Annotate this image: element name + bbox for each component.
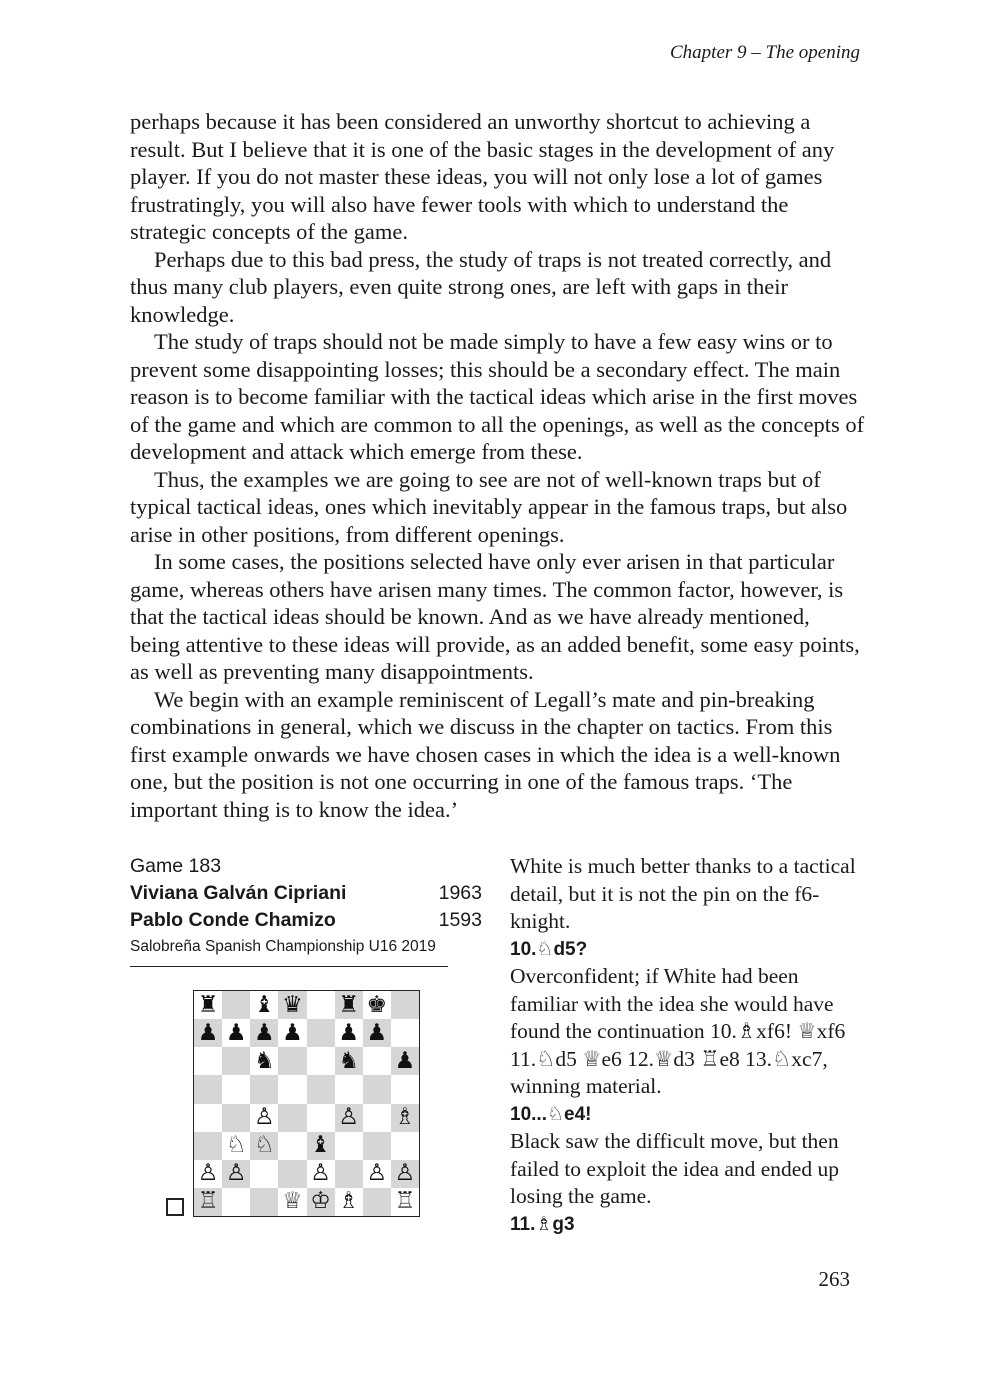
square-e2 (307, 1160, 335, 1188)
square-b1 (222, 1188, 250, 1216)
chess-piece-icon: ♜ (338, 991, 359, 1018)
square-b4 (222, 1104, 250, 1132)
square-d5 (278, 1075, 306, 1103)
paragraph: Perhaps due to this bad press, the study of traps is not treated correctly, and thus many club players, even quite strong ones, are left with gaps in their knowledge. (130, 246, 832, 327)
square-a3 (194, 1132, 222, 1160)
square-f6 (335, 1047, 363, 1075)
square-a8 (194, 991, 222, 1019)
square-a5 (194, 1075, 222, 1103)
square-c2 (250, 1160, 278, 1188)
square-c6 (250, 1047, 278, 1075)
square-h8 (391, 991, 419, 1019)
chess-piece-icon: ♟ (366, 1019, 388, 1046)
paragraph: The study of traps should not be made simply to have a few easy wins or to prevent some disappointing losses; this should be a secondary effect. The main reason is to become familiar with the tactical ideas which arise in the first moves of the game and which are common to all the openings, as well as the concepts of development and attack which emerge from these. (130, 329, 865, 464)
chess-piece-icon: ♘ (254, 1132, 275, 1159)
chess-piece-icon: ♞ (338, 1047, 359, 1074)
white-player-rating: 1963 (438, 882, 482, 904)
square-g1 (363, 1188, 391, 1216)
square-g3 (363, 1132, 391, 1160)
chess-piece-icon: ♟ (394, 1047, 416, 1074)
square-f1 (335, 1188, 363, 1216)
square-c8 (250, 991, 278, 1019)
chess-diagram (193, 990, 420, 1217)
note-text: White is much better thanks to a tactical detail, but it is not the pin on the f6-knight. (510, 854, 856, 933)
game-notes (510, 853, 860, 1238)
chess-piece-icon: ♙ (197, 1160, 219, 1187)
square-h5 (391, 1075, 419, 1103)
square-f8 (335, 991, 363, 1019)
square-e1 (307, 1188, 335, 1216)
game-header (130, 853, 482, 967)
note-text: Overconfident; if White had been familiar with the idea she would have found the continuation 10.♗xf6! ♕xf6 11.♘d5 ♕e6 12.♕d3 ♖e8 13.♘xc7, winning material. (510, 964, 846, 1098)
side-to-move-white-icon (166, 1198, 184, 1216)
square-b2 (222, 1160, 250, 1188)
game-label-line (130, 853, 482, 880)
chess-piece-icon: ♝ (254, 991, 275, 1018)
chess-piece-icon: ♟ (197, 1019, 219, 1046)
square-f5 (335, 1075, 363, 1103)
chess-piece-icon: ♚ (366, 991, 388, 1018)
square-a1 (194, 1188, 222, 1216)
square-f2 (335, 1160, 363, 1188)
move-notation: 10.♘d5? (510, 938, 588, 960)
square-b5 (222, 1075, 250, 1103)
square-c5 (250, 1075, 278, 1103)
square-a4 (194, 1104, 222, 1132)
chess-piece-icon: ♔ (310, 1188, 331, 1215)
chess-piece-icon: ♝ (310, 1132, 331, 1159)
square-f4 (335, 1104, 363, 1132)
square-d7 (278, 1019, 306, 1047)
body-text (130, 108, 865, 823)
square-d3 (278, 1132, 306, 1160)
square-g6 (363, 1047, 391, 1075)
move-notation: 10...♘e4! (510, 1103, 592, 1125)
move-notation: 11.♗g3 (510, 1213, 575, 1235)
square-a7 (194, 1019, 222, 1047)
event-name: Salobreña Spanish Championship U16 2019 (130, 934, 448, 967)
square-g7 (363, 1019, 391, 1047)
chess-piece-icon: ♙ (225, 1160, 247, 1187)
chess-piece-icon: ♞ (254, 1047, 275, 1074)
paragraph: We begin with an example reminiscent of Legall’s mate and pin-breaking combinations in general, which we discuss in the chapter on tactics. From this first example onwards we have chosen cases in which the idea is a well-known one, but the position is not one occurring in one of the famous traps. ‘The important thing is to know the idea.’ (130, 686, 841, 822)
square-h6 (391, 1047, 419, 1075)
square-e8 (307, 991, 335, 1019)
square-e4 (307, 1104, 335, 1132)
chess-piece-icon: ♜ (197, 991, 219, 1018)
note-text: Black saw the difficult move, but then failed to exploit the idea and ended up losing the game. (510, 1129, 839, 1208)
square-e7 (307, 1019, 335, 1047)
square-g4 (363, 1104, 391, 1132)
black-player-name: Pablo Conde Chamizo (130, 909, 336, 931)
square-b8 (222, 991, 250, 1019)
square-e6 (307, 1047, 335, 1075)
square-d1 (278, 1188, 306, 1216)
game-label: Game 183 (130, 855, 222, 877)
chess-piece-icon: ♙ (366, 1160, 388, 1187)
square-d6 (278, 1047, 306, 1075)
chess-piece-icon: ♟ (254, 1019, 275, 1046)
chess-piece-icon: ♗ (394, 1104, 416, 1131)
chess-piece-icon: ♖ (394, 1188, 416, 1215)
running-header: Chapter 9 – The opening (670, 42, 860, 63)
chess-piece-icon: ♕ (282, 1188, 303, 1215)
white-player-line (130, 880, 482, 907)
page-number: 263 (818, 1267, 850, 1291)
square-b7 (222, 1019, 250, 1047)
square-h3 (391, 1132, 419, 1160)
paragraph: Thus, the examples we are going to see are not of well-known traps but of typical tactical ideas, ones which inevitably appear in the famous traps, but also arise in other positions, from different openings. (130, 466, 848, 547)
square-h7 (391, 1019, 419, 1047)
chess-piece-icon: ♖ (197, 1188, 219, 1215)
square-h1 (391, 1188, 419, 1216)
chessboard (193, 990, 420, 1217)
square-h4 (391, 1104, 419, 1132)
square-d4 (278, 1104, 306, 1132)
square-b3 (222, 1132, 250, 1160)
chess-piece-icon: ♟ (282, 1019, 303, 1046)
square-a2 (194, 1160, 222, 1188)
chess-piece-icon: ♟ (338, 1019, 359, 1046)
chess-piece-icon: ♙ (254, 1104, 275, 1131)
chess-piece-icon: ♙ (338, 1104, 359, 1131)
square-d8 (278, 991, 306, 1019)
black-player-line (130, 907, 482, 934)
square-d2 (278, 1160, 306, 1188)
chess-piece-icon: ♛ (282, 991, 303, 1018)
square-c3 (250, 1132, 278, 1160)
chess-piece-icon: ♗ (338, 1188, 359, 1215)
chess-piece-icon: ♘ (225, 1132, 247, 1159)
square-g5 (363, 1075, 391, 1103)
square-e5 (307, 1075, 335, 1103)
square-f7 (335, 1019, 363, 1047)
square-g2 (363, 1160, 391, 1188)
square-f3 (335, 1132, 363, 1160)
black-player-rating: 1593 (438, 909, 482, 931)
square-e3 (307, 1132, 335, 1160)
paragraph: In some cases, the positions selected have only ever arisen in that particular game, whereas others have arisen many times. The common factor, however, is that the tactical ideas should be known. And as we have already mentioned, being attentive to these ideas will provide, as an added benefit, some easy points, as well as preventing many disappointments. (130, 549, 860, 684)
paragraph: perhaps because it has been considered an unworthy shortcut to achieving a result. But I believe that it is one of the basic stages in the development of any player. If you do not master these ideas, you will not only lose a lot of games frustratingly, you will also have fewer tools with which to understand the strategic concepts of the game. (130, 109, 835, 244)
square-c7 (250, 1019, 278, 1047)
square-a6 (194, 1047, 222, 1075)
chess-piece-icon: ♙ (310, 1160, 331, 1187)
chess-piece-icon: ♟ (225, 1019, 247, 1046)
square-b6 (222, 1047, 250, 1075)
square-h2 (391, 1160, 419, 1188)
square-c1 (250, 1188, 278, 1216)
square-c4 (250, 1104, 278, 1132)
white-player-name: Viviana Galván Cipriani (130, 882, 347, 904)
square-g8 (363, 991, 391, 1019)
chess-piece-icon: ♙ (394, 1160, 416, 1187)
